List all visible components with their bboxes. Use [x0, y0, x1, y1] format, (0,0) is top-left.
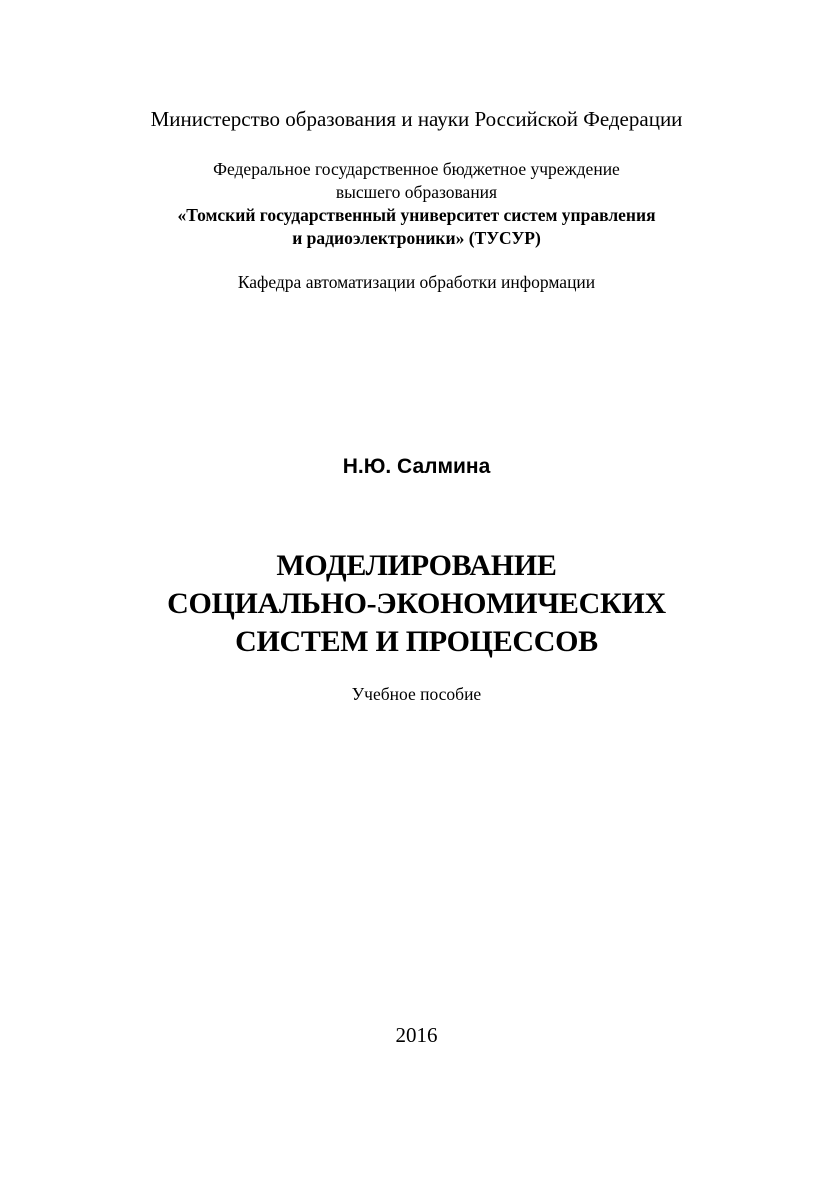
title-line-2: СОЦИАЛЬНО-ЭКОНОМИЧЕСКИХ	[167, 587, 666, 620]
author-name: Н.Ю. Салмина	[342, 455, 491, 478]
institution-line-2: высшего образования	[335, 182, 498, 202]
publication-year: 2016	[395, 1023, 438, 1047]
publication-type: Учебное пособие	[351, 684, 482, 704]
institution-line-4: и радиоэлектроники» (ТУСУР)	[292, 228, 541, 248]
title-line-1: МОДЕЛИРОВАНИЕ	[276, 549, 557, 582]
institution-line-3: «Томский государственный университет систем управления	[177, 205, 656, 225]
department-name: Кафедра автоматизации обработки информации	[237, 272, 596, 292]
ministry-name: Министерство образования и науки Российской Федерации	[150, 107, 683, 131]
title-line-3: СИСТЕМ И ПРОЦЕССОВ	[235, 625, 598, 658]
institution-line-1: Федеральное государственное бюджетное учреждение	[213, 159, 620, 179]
